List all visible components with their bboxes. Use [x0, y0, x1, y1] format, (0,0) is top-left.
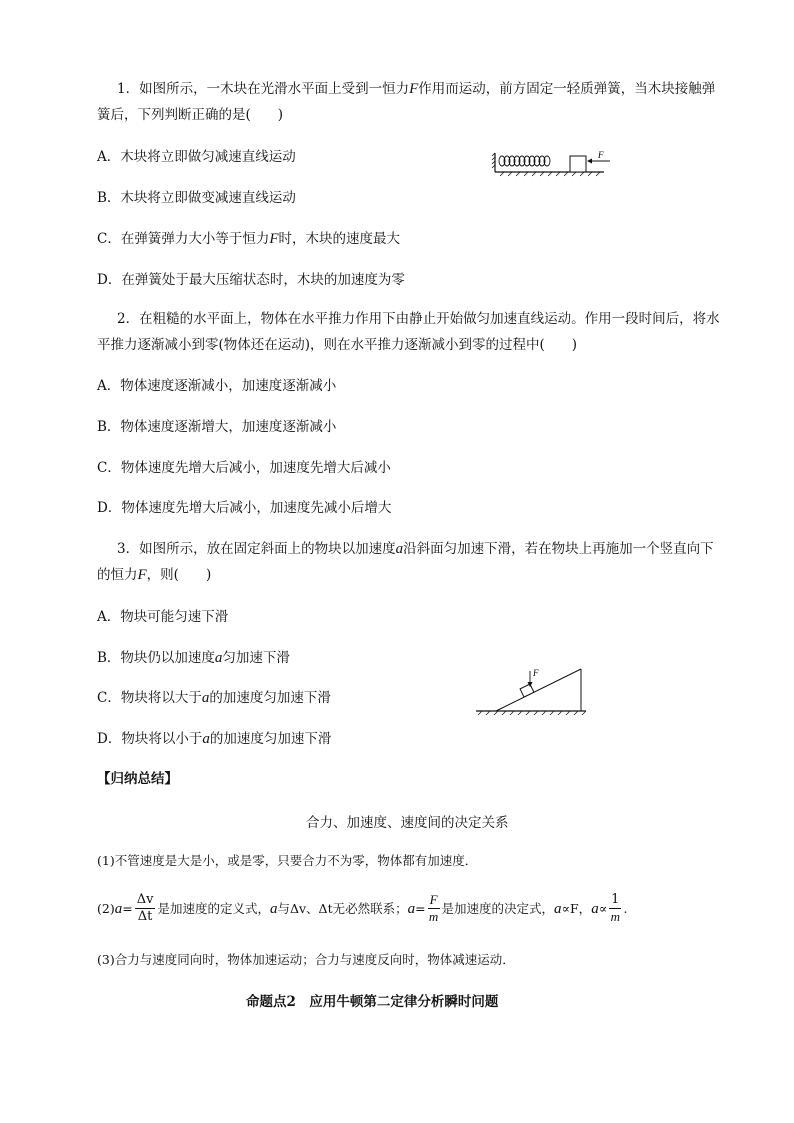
force-symbol: F — [269, 231, 279, 247]
fraction-denominator: m — [428, 909, 439, 924]
figure-force-label: F — [598, 150, 604, 160]
fraction-numerator: 1 — [611, 892, 620, 907]
q2-stem-line2: 平推力逐渐减小到零(物体还在运动)，则在水平推力逐渐减小到零的过程中( ) — [97, 337, 578, 353]
accel-symbol: a — [407, 900, 416, 917]
q3-option-c-text: C．物块将以大于 — [97, 690, 202, 706]
summary-heading: 【归纳总结】 — [97, 771, 178, 787]
fraction-denominator: Δt — [137, 909, 153, 924]
q1-stem-line2: 簧后，下列判断正确的是( ) — [97, 107, 284, 123]
q1-stem-text-2: 作用而运动，前方固定一轻质弹簧，当木块接触弹 — [418, 81, 716, 97]
item2-prefix: (2) — [97, 900, 115, 916]
accel-symbol: a — [395, 541, 404, 557]
incline-figure — [476, 665, 588, 717]
proportional-force: ∝F， — [561, 900, 592, 916]
q3-stem-line2 — [97, 565, 211, 585]
q3-stem-text-4: ，则( ) — [146, 567, 212, 583]
q3-option-b-text-2: 匀加速下滑 — [222, 650, 290, 666]
summary-item-3: (3)合力与速度同向时，物体加速运动；合力与速度反向时，物体减速运动． — [97, 952, 515, 967]
fraction-numerator: F — [429, 892, 438, 907]
block — [520, 684, 534, 697]
q2-option-d: D．物体速度先增大后减小，加速度先减小后增大 — [97, 500, 392, 516]
q1-option-c-text-2: 时，木块的速度最大 — [278, 231, 401, 247]
q2-option-b: B．物体速度逐渐增大，加速度逐渐减小 — [97, 419, 337, 435]
q1-stem-text: 1．如图所示，一木块在光滑水平面上受到一恒力 — [117, 81, 410, 97]
q3-option-d-text: D．物块将以小于 — [97, 731, 203, 747]
q2-stem-line1: 2．在粗糙的水平面上，物体在水平推力作用下由静止开始做匀加速直线运动。作用一段时间后，将水 — [117, 311, 720, 327]
q3-stem-line1 — [117, 539, 714, 559]
item2-text-2: 与Δv、Δt无必然联系； — [277, 900, 408, 916]
q1-option-a: A．木块将立即做匀减速直线运动 — [97, 149, 296, 165]
proportional-sign: ∝ — [598, 900, 608, 916]
accel-symbol: a — [554, 900, 562, 917]
q3-stem-text-3: 的恒力 — [97, 567, 138, 583]
inverse-mass-fraction — [609, 892, 621, 925]
accel-symbol: a — [214, 650, 223, 666]
determination-fraction — [428, 892, 440, 925]
q3-option-a: A．物块可能匀速下滑 — [97, 609, 229, 625]
summary-item-1: (1)不管速度是大是小，或是零，只要合力不为零，物体都有加速度． — [97, 853, 478, 868]
q3-option-b-text: B．物块仍以加速度 — [97, 650, 215, 666]
q3-stem-text-2: 沿斜面匀加速下滑，若在物块上再施加一个竖直向下 — [403, 541, 714, 557]
q3-option-d-text-2: 的加速度匀加速下滑 — [209, 731, 332, 747]
incline-surface — [496, 669, 581, 711]
equals-sign: = — [122, 900, 133, 916]
q3-option-d — [97, 729, 331, 749]
spring — [499, 156, 550, 166]
spring-block-figure — [492, 150, 612, 180]
definition-fraction — [135, 892, 156, 925]
q1-option-d: D．在弹簧处于最大压缩状态时，木块的加速度为零 — [97, 272, 405, 288]
q3-option-c — [97, 688, 331, 708]
fraction-denominator: m — [610, 909, 620, 924]
accel-symbol: a — [201, 690, 210, 706]
q1-option-b: B．木块将立即做变减速直线运动 — [97, 190, 296, 206]
equals-sign: = — [415, 900, 426, 916]
q3-option-b — [97, 648, 290, 668]
q2-option-c: C．物体速度先增大后减小，加速度先增大后减小 — [97, 460, 391, 476]
q2-option-a: A．物体速度逐渐减小，加速度逐渐减小 — [97, 378, 337, 394]
accel-symbol: a — [591, 900, 599, 917]
summary-title: 合力、加速度、速度间的决定关系 — [306, 815, 509, 831]
q3-stem-text: 3．如图所示，放在固定斜面上的物块以加速度 — [117, 541, 396, 557]
item2-text: 是加速度的定义式， — [157, 900, 270, 916]
q1-stem-line1 — [117, 79, 715, 99]
q1-option-c-text: C．在弹簧弹力大小等于恒力 — [97, 231, 270, 247]
section-title: 命题点2 应用牛顿第二定律分析瞬时问题 — [246, 994, 499, 1010]
force-symbol: F — [409, 81, 419, 97]
block — [570, 156, 586, 172]
force-symbol: F — [137, 567, 147, 583]
q1-option-c — [97, 229, 400, 249]
accel-symbol: a — [269, 900, 278, 917]
accel-symbol: a — [202, 731, 210, 747]
fraction-numerator: Δv — [136, 892, 154, 907]
q3-option-c-text-2: 的加速度匀加速下滑 — [209, 690, 331, 706]
accel-symbol: a — [114, 900, 123, 917]
item2-text-3: 是加速度的决定式， — [441, 900, 555, 916]
figure-force-label: F — [533, 668, 539, 678]
summary-item-2: (2) a = $\frac{\Delta v}{\Delta t}$ 是加速度的定义式， a 与Δv、Δt无必然联系； a = $\frac{F}{m}$ 是加速度的决定式， a ∝F， a ∝ $\frac{1}{m}$ . — [97, 892, 628, 924]
